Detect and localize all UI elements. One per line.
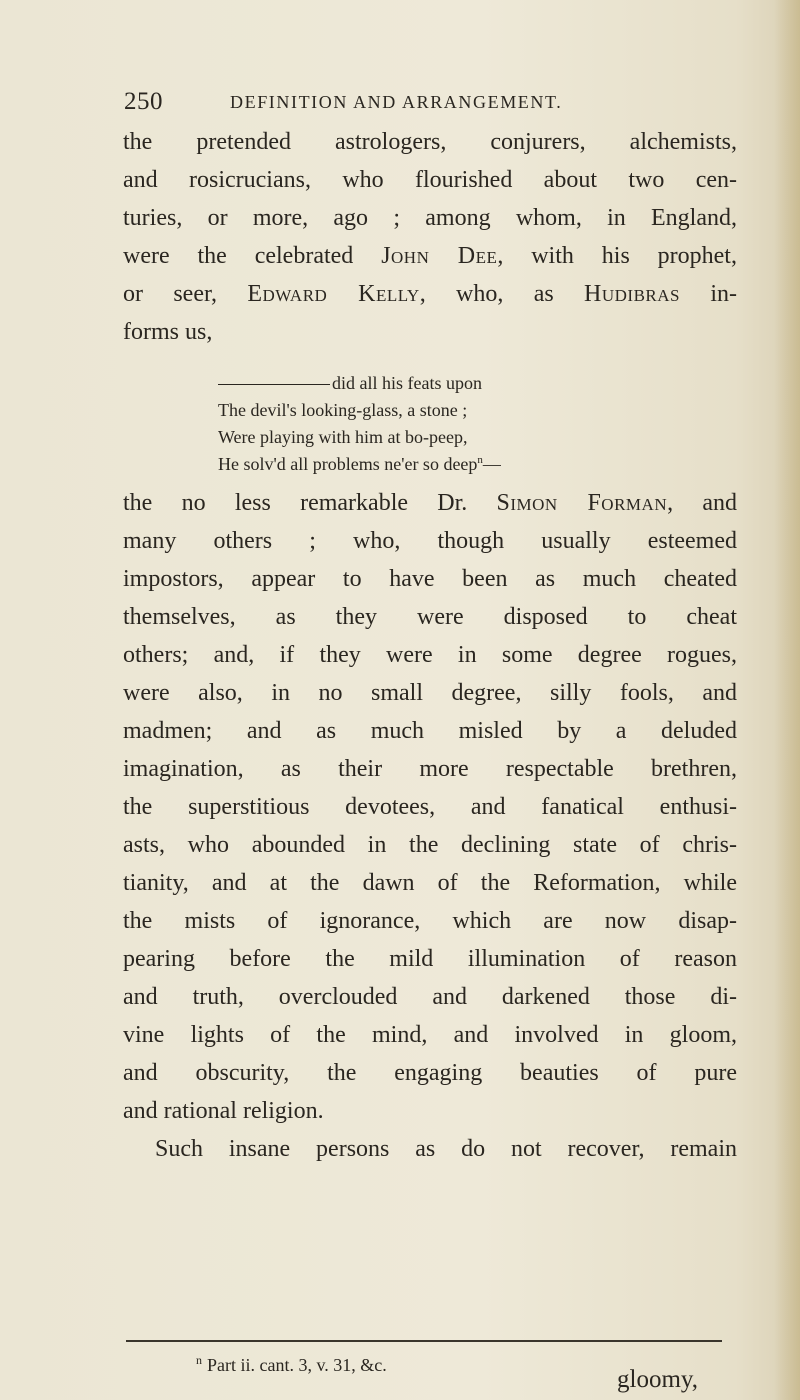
text-line bbox=[123, 275, 737, 313]
footnote-text: Part ii. cant. 3, v. 31, &c. bbox=[207, 1355, 387, 1375]
text-fragment: , with his prophet, bbox=[497, 243, 737, 269]
verse-line bbox=[218, 370, 638, 397]
text-line: and rational religion. bbox=[123, 1098, 324, 1124]
footnote-rule bbox=[126, 1340, 722, 1342]
name-hudibras: Hudibras bbox=[584, 281, 680, 307]
text-fragment: , and bbox=[667, 490, 738, 516]
name-john-dee: John Dee bbox=[381, 243, 498, 269]
page-header bbox=[124, 88, 684, 118]
text-line: others; and, if they were in some degree rogues, bbox=[123, 642, 737, 668]
text-line: the pretended astrologers, conjurers, alchemists, bbox=[123, 129, 737, 155]
name-simon-forman: Simon Forman bbox=[496, 490, 668, 516]
page-number: 250 bbox=[124, 88, 163, 115]
verse-text: He solv'd all problems ne'er so deep bbox=[218, 454, 478, 474]
verse-quotation bbox=[218, 370, 638, 478]
catchword: gloomy, bbox=[617, 1366, 699, 1393]
verse-text: did all his feats upon bbox=[332, 373, 482, 393]
text-fragment: the no less remarkable Dr. bbox=[123, 490, 497, 516]
text-line: and rosicrucians, who flourished about two cen- bbox=[123, 167, 737, 193]
text-line-indented: Such insane persons as do not recover, remain bbox=[155, 1136, 737, 1162]
page-edge-stain bbox=[774, 0, 800, 1400]
text-line: asts, who abounded in the declining state of chris- bbox=[123, 832, 737, 858]
text-line: turies, or more, ago ; among whom, in England, bbox=[123, 205, 737, 231]
footnote bbox=[196, 1348, 387, 1377]
text-line: themselves, as they were disposed to cheat bbox=[123, 604, 737, 630]
text-line: tianity, and at the dawn of the Reformation, while bbox=[123, 870, 737, 896]
text-line: the superstitious devotees, and fanatical enthusi- bbox=[123, 794, 737, 820]
paragraph-1 bbox=[123, 123, 737, 351]
text-line: and truth, overclouded and darkened those di- bbox=[123, 984, 737, 1010]
footnote-mark: n bbox=[196, 1353, 202, 1367]
text-fragment: in- bbox=[680, 281, 737, 307]
leading-dash-rule bbox=[218, 384, 330, 385]
text-fragment: were the celebrated bbox=[123, 243, 382, 269]
text-line: and obscurity, the engaging beauties of pure bbox=[123, 1060, 737, 1086]
name-edward-kelly: Edward Kelly bbox=[247, 281, 420, 307]
verse-line bbox=[218, 451, 638, 478]
verse-line: Were playing with him at bo-peep, bbox=[218, 427, 468, 447]
text-fragment: , who, as bbox=[419, 281, 585, 307]
text-line: madmen; and as much misled by a deluded bbox=[123, 718, 737, 744]
running-head: DEFINITION AND ARRANGEMENT. bbox=[230, 92, 563, 112]
text-line: the mists of ignorance, which are now disap- bbox=[123, 908, 737, 934]
text-fragment: or seer, bbox=[123, 281, 248, 307]
text-line: many others ; who, though usually esteemed bbox=[123, 528, 737, 554]
text-line: forms us, bbox=[123, 319, 213, 345]
text-line bbox=[123, 237, 737, 275]
text-line bbox=[123, 484, 737, 522]
verse-text: — bbox=[482, 454, 501, 474]
verse-line: The devil's looking-glass, a stone ; bbox=[218, 400, 468, 420]
text-line: vine lights of the mind, and involved in gloom, bbox=[123, 1022, 737, 1048]
text-line: impostors, appear to have been as much cheated bbox=[123, 566, 737, 592]
text-line: were also, in no small degree, silly fools, and bbox=[123, 680, 737, 706]
paragraph-2 bbox=[123, 484, 737, 1168]
footnote-reference: n bbox=[477, 454, 483, 466]
text-line: pearing before the mild illumination of reason bbox=[123, 946, 737, 972]
text-line: imagination, as their more respectable brethren, bbox=[123, 756, 737, 782]
